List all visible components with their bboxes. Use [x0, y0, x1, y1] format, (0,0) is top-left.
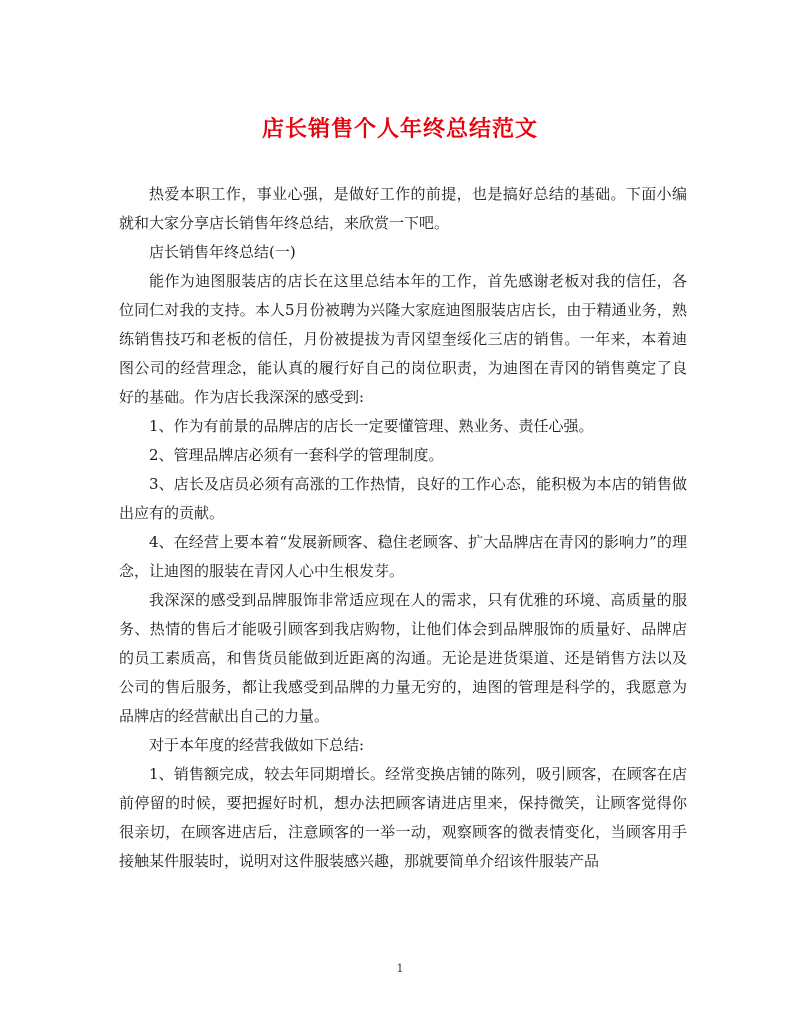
paragraph-summary-intro: 对于本年度的经营我做如下总结: — [149, 736, 365, 754]
paragraph-point-3: 3、店长及店员必须有高涨的工作热情，良好的工作心态，能积极为本店的销售做出应有的贡献。 — [119, 475, 687, 522]
page-number: 1 — [396, 962, 404, 975]
paragraph-point-2: 2、管理品牌店必须有一套科学的管理制度。 — [149, 446, 444, 464]
document-body — [119, 180, 687, 876]
paragraph-opening: 能作为迪图服装店的店长在这里总结本年的工作，首先感谢老板对我的信任，各位同仁对我的支持。本人5月份被聘为兴隆大家庭迪图服装店店长，由于精通业务，熟练销售技巧和老板的信任，月份被提拔为青冈望奎绥化三店的销售。一年来，本着迪图公司的经营理念，能认真的履行好自己的岗位职责，为迪图在青冈的销售奠定了良好的基础。作为店长我深深的感受到: — [119, 272, 687, 406]
paragraph-point-4: 4、在经营上要本着“发展新顾客、稳住老顾客、扩大品牌店在青冈的影响力”的理念，让迪图的服装在青冈人心中生根发芽。 — [119, 533, 687, 580]
document-title: 店长销售个人年终总结范文 — [261, 116, 538, 142]
paragraph-point-1: 1、作为有前景的品牌店的店长一定要懂管理、熟业务、责任心强。 — [149, 417, 594, 435]
paragraph-intro: 热爱本职工作，事业心强，是做好工作的前提，也是搞好总结的基础。下面小编就和大家分享店长销售年终总结，来欣赏一下吧。 — [119, 185, 687, 232]
paragraph-sales-point-1: 1、销售额完成，较去年同期增长。经常变换店铺的陈列，吸引顾客，在顾客在店前停留的时候，要把握好时机，想办法把顾客请进店里来，保持微笑，让顾客觉得你很亲切，在顾客进店后，注意顾客的一举一动，观察顾客的微表情变化，当顾客用手接触某件服装时，说明对这件服装感兴趣，那就要简单介绍该件服装产品 — [119, 765, 687, 870]
paragraph-brand-feeling: 我深深的感受到品牌服饰非常适应现在人的需求，只有优雅的环境、高质量的服务、热情的售后才能吸引顾客到我店购物，让他们体会到品牌服饰的质量好、品牌店的员工素质高，和售货员能做到近距离的沟通。无论是进货渠道、还是销售方法以及公司的售后服务，都让我感受到品牌的力量无穷的，迪图的管理是科学的，我愿意为品牌店的经营献出自己的力量。 — [119, 591, 687, 725]
paragraph-section-heading: 店长销售年终总结(一) — [149, 243, 296, 261]
